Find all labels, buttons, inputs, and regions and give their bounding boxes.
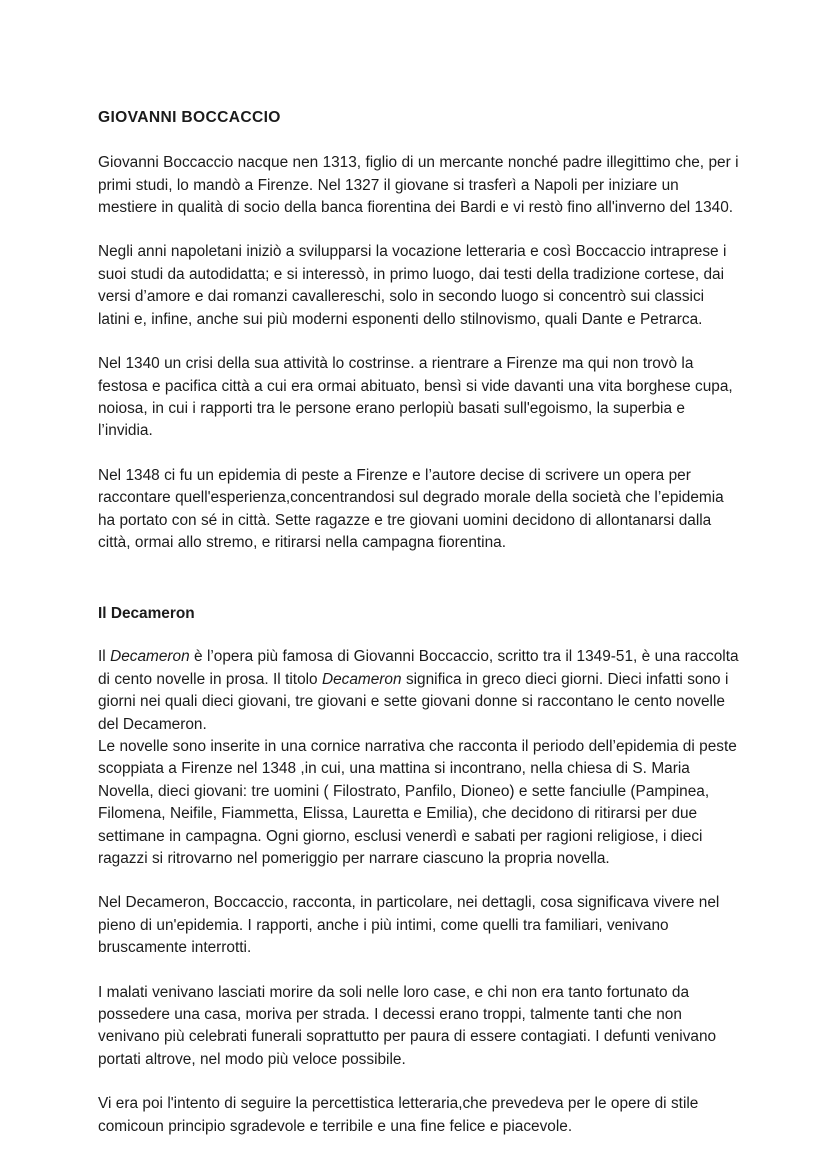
decameron-text-part-3: significa in greco dieci giorni. Dieci infatti sono i giorni nei quali dieci giovani, tre giovani e sette giovani donne si raccontano le cento novelle del Decameron. [98,670,729,733]
document-body [98,108,740,1138]
section-heading-decameron: Il Decameron [98,605,195,623]
decameron-text-part-2: è l’opera più famosa di Giovanni Boccaccio, scritto tra il 1349-51, è una raccolta di cento novelle in prosa. Il titolo [98,648,739,688]
paragraph-living-through-epidemic: Nel Decameron, Boccaccio, racconta, in particolare, nei dettagli, cosa significava vivere nel pieno di un'epidemia. I rapporti, anche i più intimi, come quelli tra familiari, venivano bruscamente interrotti. [98,894,720,957]
decameron-title-italic-first: Decameron [110,648,190,666]
section-spacer [98,576,740,604]
paragraph-naples-years: Negli anni napoletani iniziò a svilupparsi la vocazione letteraria e così Boccaccio intraprese i suoi studi da autodidatta; e si interessò, in primo luogo, dai testi della tradizione cortese, dai versi d’amore e dai romanzi cavallereschi, solo in secondo luogo si concentrò sui classici latini e, infine, anche sui più moderni esponenti dello stilnovismo, quali Dante e Petrarca. [98,243,727,328]
decameron-title-italic-second: Decameron [322,670,402,688]
paragraph-biography-birth: Giovanni Boccaccio nacque nen 1313, figlio di un mercante nonché padre illegittimo che, per i primi studi, lo mandò a Firenze. Nel 1327 il giovane si trasferì a Napoli per iniziare un mestiere in qualità di socio della banca fiorentina dei Bardi e vi restò fino all'inverno del 1340. [98,154,739,217]
decameron-frame-narrative-text: Le novelle sono inserite in una cornice narrativa che racconta il periodo dell’epidemia di peste scoppiata a Firenze nel 1348 ,in cui, una mattina si incontrano, nella chiesa di S. Maria Novella, dieci giovani: tre uomini ( Filostrato, Panfilo, Dioneo) e sette fanciulle (Pampinea, Filomena, Neifile, Fiammetta, Elissa, Lauretta e Emilia), che decidono di ritirarsi per due settimane in campagna. Ogni giorno, esclusi venerdì e sabati per ragioni religiose, i dieci ragazzi si ritrovarno nel pomeriggio per narrare ciascuno la propria novella. [98,738,737,868]
paragraph-return-florence: Nel 1340 un crisi della sua attività lo costrinse. a rientrare a Firenze ma qui non trovò la festosa e pacifica città a cui era ormai abituato, bensì si vide davanti una vita borghese cupa, noiosa, in cui i rapporti tra le persone erano perlopiù basati sull'egoismo, la superbia e l’invidia. [98,355,733,440]
paragraph-sick-and-dying: I malati venivano lasciati morire da soli nelle loro case, e chi non era tanto fortunato da possedere una casa, moriva per strada. I decessi erano troppi, talmente tanti che non venivano più celebrati funerali soprattutto per paura di essere contagiati. I defunti venivano portati altrove, nel modo più veloce possibile. [98,983,717,1068]
document-title: GIOVANNI BOCCACCIO [98,109,281,126]
paragraph-decameron-overview [98,646,740,870]
decameron-text-part-1: Il [98,648,111,666]
paragraph-plague-1348: Nel 1348 ci fu un epidemia di peste a Firenze e l’autore decise di scrivere un opera per raccontare quell'esperienza,concentrandosi sul degrado morale della società che l’epidemia ha portato con sé in città. Sette ragazze e tre giovani uomini decidono di allontanarsi dalla città, ormai allo stremo, e ritirarsi nella campagna fiorentina. [98,466,724,551]
paragraph-literary-intent: Vi era poi l'intento di seguire la percettistica letteraria,che prevedeva per le opere di stile comicoun principio sgradevole e terribile e una fine felice e piacevole. [98,1095,699,1135]
